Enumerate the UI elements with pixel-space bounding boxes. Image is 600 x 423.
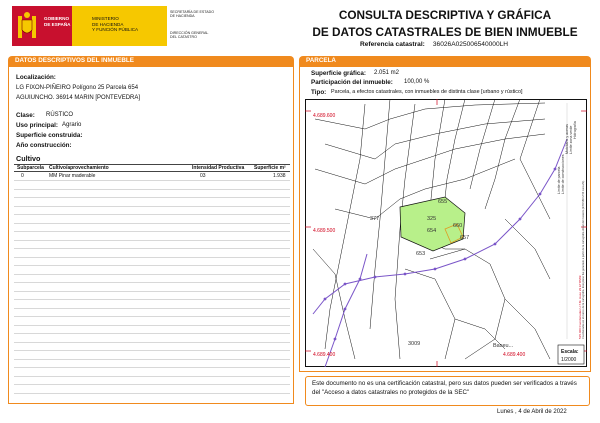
table-row-line bbox=[14, 384, 290, 385]
table-row-line bbox=[14, 393, 290, 394]
table-row-line bbox=[14, 274, 290, 275]
table-row-line bbox=[14, 180, 290, 181]
document-title-line2: DE DATOS CATASTRALES DE BIEN INMUEBLE bbox=[312, 25, 578, 39]
coord-top-label: 4.689.600 bbox=[313, 113, 336, 119]
parcel-3009-label: 3009 bbox=[408, 341, 421, 347]
map-side-note: Coordenadas en el marco de la cartografía. Este plano fue generado a partir de la cartografía oficial del Catastro (ETRS89 UTM zona 29). bbox=[582, 180, 585, 339]
parcel-655-label: 655 bbox=[438, 199, 448, 205]
gobierno-text: GOBIERNO DE ESPAÑA bbox=[44, 16, 71, 27]
coord-bottom-left-label: 4.689.400 bbox=[313, 352, 336, 358]
table-row-line bbox=[14, 350, 290, 351]
table-row-line bbox=[14, 189, 290, 190]
legend-hydrography: Hidrografía bbox=[573, 121, 577, 139]
col-cultivo: Cultivo/aprovechamiento bbox=[49, 165, 109, 171]
legend-mobiliario: Mobiliario y aceras bbox=[565, 124, 569, 154]
parcel-660-label: 660 bbox=[453, 223, 463, 229]
scale-box bbox=[558, 345, 584, 364]
clase-label: Clase: bbox=[16, 112, 35, 119]
parcela-header: PARCELA bbox=[299, 56, 591, 66]
table-header-rule bbox=[14, 171, 290, 172]
participacion-value: 100,00 % bbox=[404, 79, 430, 85]
cultivo-title: Cultivo bbox=[16, 154, 41, 163]
table-row-line bbox=[14, 248, 290, 249]
ministerio-text: MINISTERIO DE HACIENDA Y FUNCIÓN PÚBLICA bbox=[92, 16, 139, 33]
col-intensidad: Intensidad Productiva bbox=[192, 165, 245, 171]
cell-intensidad: 03 bbox=[200, 173, 206, 179]
table-row-line bbox=[14, 308, 290, 309]
document-date: Lunes , 4 de Abril de 2022 bbox=[497, 409, 567, 415]
table-row-line bbox=[14, 359, 290, 360]
col-superficie: Superficie m² bbox=[254, 165, 286, 171]
legend-green-zone: Limite zona verde bbox=[569, 125, 573, 154]
table-row-line bbox=[14, 299, 290, 300]
table-row-line bbox=[14, 333, 290, 334]
scale-value: 1/2000 bbox=[561, 357, 577, 363]
coat-of-arms-icon bbox=[16, 10, 38, 42]
parcel-653-label: 653 bbox=[416, 251, 426, 257]
sup-grafica-label: Superficie gráfica: bbox=[311, 70, 366, 77]
table-row-line bbox=[14, 240, 290, 241]
legend-parcel-boundary: Limite de parcela bbox=[557, 166, 561, 194]
col-subparcela: Subparcela bbox=[17, 165, 44, 171]
table-row-line bbox=[14, 265, 290, 266]
sup-grafica-value: 2.051 m2 bbox=[374, 70, 400, 76]
parcel-654-label: 654 bbox=[427, 228, 437, 234]
tipo-label: Tipo: bbox=[311, 89, 327, 96]
anio-label: Año construcción: bbox=[16, 142, 72, 149]
location-line2: AGUIUNCHO. 36914 MARIN [PONTEVEDRA] bbox=[16, 95, 141, 101]
participacion-label: Participación del inmueble: bbox=[311, 79, 393, 86]
table-row-line bbox=[14, 223, 290, 224]
parcel-325-label: 325 bbox=[427, 216, 437, 222]
tipo-value: Parcela, a efectos catastrales, con inmuebles de distinta clase [urbano y rústico] bbox=[331, 89, 523, 95]
table-row-line bbox=[14, 197, 290, 198]
cadastral-reference bbox=[360, 41, 508, 48]
ref-value: 36026A025006540000LH bbox=[432, 41, 509, 48]
ref-label: Referencia catastral: bbox=[360, 41, 425, 48]
legend-construction-boundary: Limite de construcciones bbox=[561, 154, 565, 194]
cadastral-map[interactable] bbox=[305, 99, 587, 367]
table-row-line bbox=[14, 342, 290, 343]
disclaimer-box: Este documento no es una certificación catastral, pero sus datos pueden ser verificados a través del "Acceso a datos catastrales no protegidos de la SEC" bbox=[305, 376, 590, 406]
table-row-line bbox=[14, 206, 290, 207]
table-row-line bbox=[14, 282, 290, 283]
table-row-line bbox=[14, 376, 290, 377]
place-baseu-label: Baseu... bbox=[493, 343, 514, 349]
secretaria-text: SECRETARÍA DE ESTADO DE HACIENDA bbox=[170, 10, 214, 19]
document-title-line1: CONSULTA DESCRIPTIVA Y GRÁFICA bbox=[338, 8, 552, 22]
parcel-657-label: 657 bbox=[460, 235, 470, 241]
direccion-general-text: DIRECCIÓN GENERAL DEL CATASTRO bbox=[170, 31, 209, 40]
cell-superficie: 1.938 bbox=[273, 173, 286, 179]
coord-bottom-right-label: 4.689.400 bbox=[503, 352, 526, 358]
location-label: Localización: bbox=[16, 74, 56, 81]
cell-subparcela: 0 bbox=[21, 173, 24, 179]
table-row-line bbox=[14, 257, 290, 258]
descriptive-data-header: DATOS DESCRIPTIVOS DEL INMUEBLE bbox=[8, 56, 294, 66]
parcel-377-label: 377 bbox=[370, 216, 380, 222]
utm-note: 515.400 Coordenadas U.T.M. Huso 29 ETRS89 bbox=[578, 275, 582, 339]
table-row-line bbox=[14, 291, 290, 292]
table-row-line bbox=[14, 325, 290, 326]
uso-label: Uso principal: bbox=[16, 122, 58, 129]
superficie-label: Superficie construida: bbox=[16, 132, 83, 139]
location-line1: LG FIXON-PIÑEIRO Polígono 25 Parcela 654 bbox=[16, 85, 139, 91]
coord-mid-label: 4.689.500 bbox=[313, 228, 336, 234]
cell-cultivo: MM Pinar maderable bbox=[49, 173, 96, 179]
table-row-line bbox=[14, 231, 290, 232]
scale-label: Escala: bbox=[561, 349, 579, 355]
table-row-line bbox=[14, 316, 290, 317]
uso-value: Agrario bbox=[62, 122, 82, 128]
clase-value: RÚSTICO bbox=[46, 112, 73, 118]
table-row-line bbox=[14, 367, 290, 368]
table-row-line bbox=[14, 214, 290, 215]
